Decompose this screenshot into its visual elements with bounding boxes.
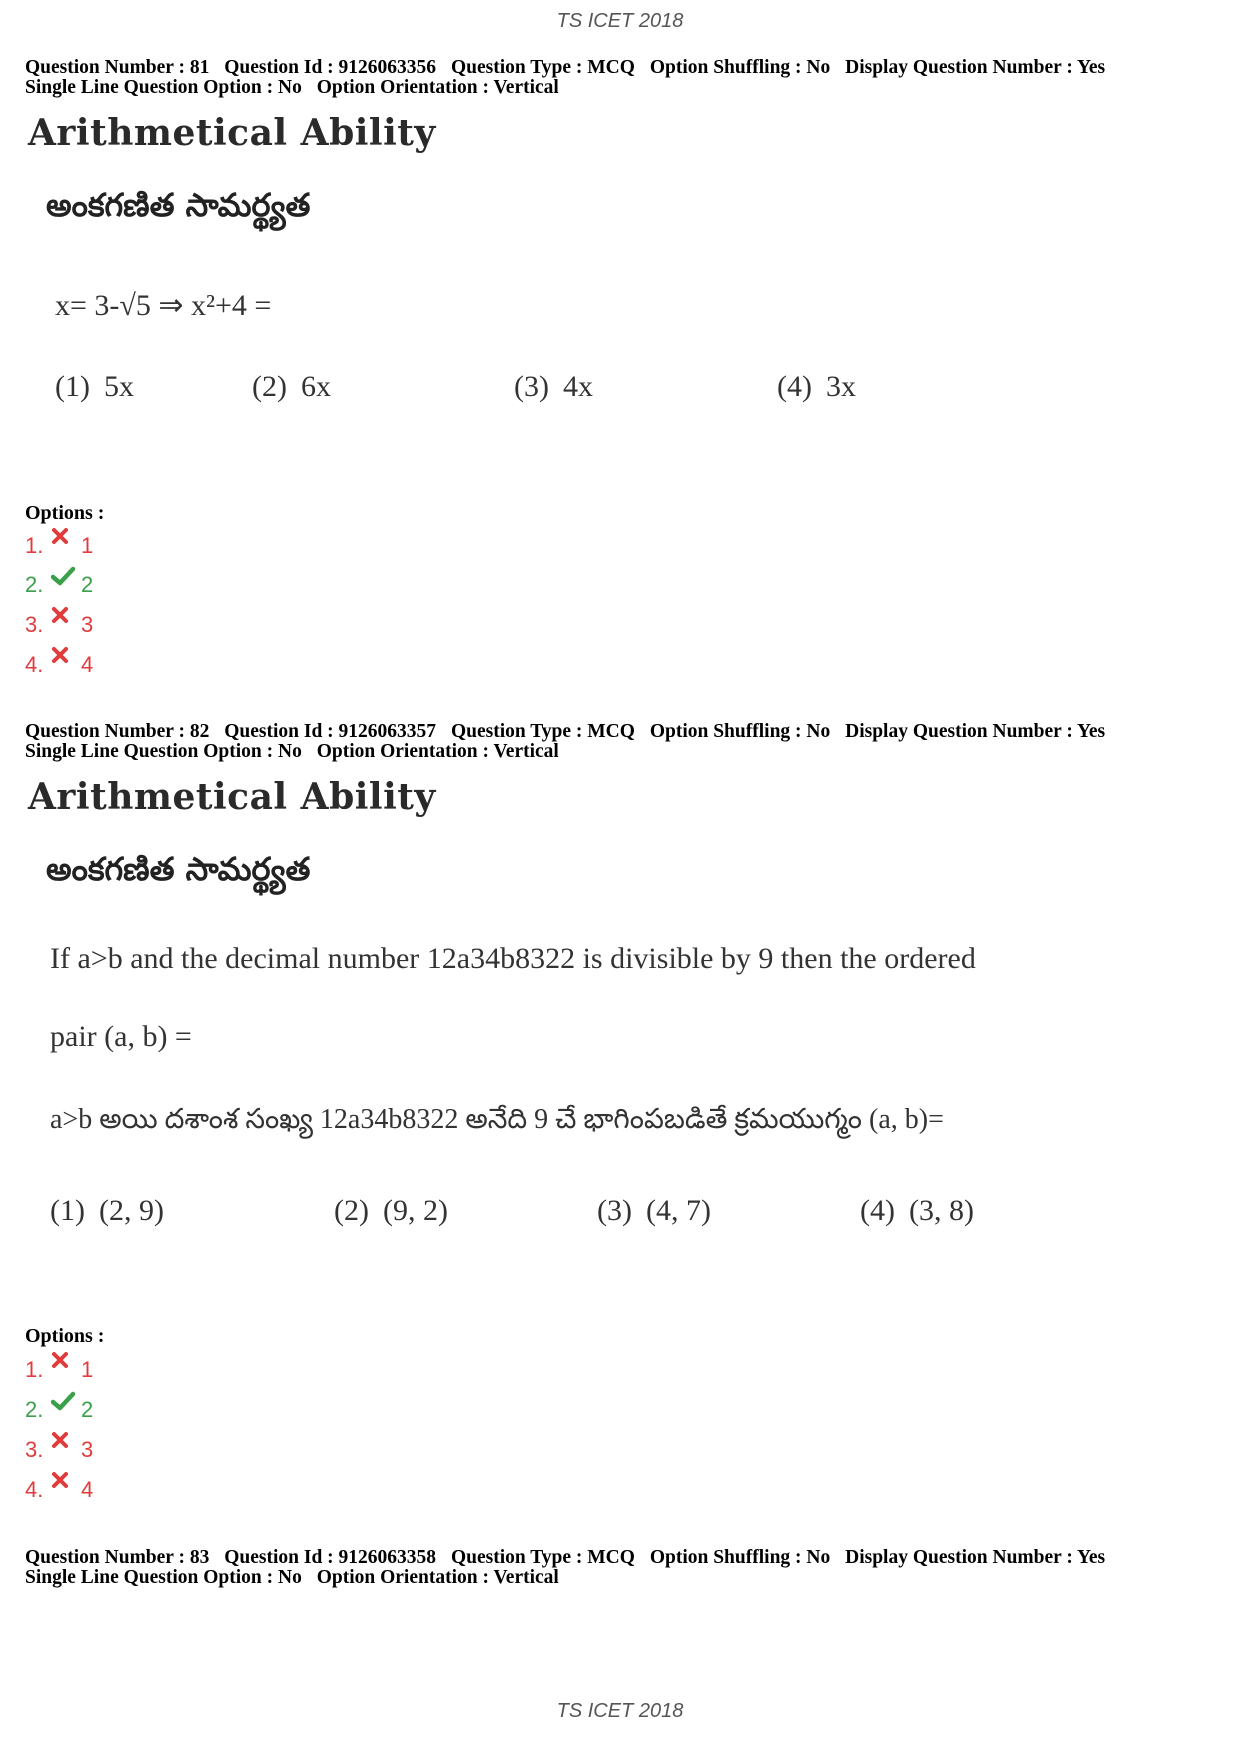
question-id: Question Id : 9126063356 xyxy=(224,57,437,78)
single-line-option: Single Line Question Option : No xyxy=(25,1567,302,1588)
cross-mark-icon xyxy=(51,646,81,664)
question-meta-line-1 xyxy=(25,58,1215,78)
check-mark-icon xyxy=(51,566,81,586)
option-orientation: Option Orientation : Vertical xyxy=(316,1567,559,1588)
question-type: Question Type : MCQ xyxy=(450,721,635,742)
options-label: Options : xyxy=(25,502,105,524)
options-label: Options : xyxy=(25,1325,105,1347)
question-text: x= 3-√5 ⇒ x²+4 = xyxy=(55,289,272,322)
option-number: 1. xyxy=(25,533,44,558)
question-number: Question Number : 81 xyxy=(25,57,210,78)
option-value: 2 xyxy=(81,572,94,597)
option-row-2 xyxy=(25,1397,93,1427)
option-number: 3. xyxy=(25,612,44,637)
choice-number: (4) xyxy=(777,370,812,403)
option-value: 1 xyxy=(81,533,94,558)
option-row-3 xyxy=(25,1437,93,1467)
choice-text: (9, 2) xyxy=(382,1194,448,1227)
subject-title-te: అంకగణిత సామర్థ్యత xyxy=(46,850,311,888)
choice-text: (3, 8) xyxy=(908,1194,974,1227)
display-question-number: Display Question Number : Yes xyxy=(845,57,1106,78)
question-id: Question Id : 9126063358 xyxy=(224,1547,437,1568)
display-question-number: Display Question Number : Yes xyxy=(845,1547,1106,1568)
question-meta-line-1 xyxy=(25,722,1215,742)
question-id: Question Id : 9126063357 xyxy=(224,721,437,742)
question-meta-line-2 xyxy=(25,1568,1215,1588)
page-footer: TS ICET 2018 xyxy=(556,1700,684,1722)
cross-mark-icon xyxy=(51,606,81,624)
question-type: Question Type : MCQ xyxy=(450,1547,635,1568)
choice-text: 5x xyxy=(103,370,134,403)
question-number: Question Number : 82 xyxy=(25,721,210,742)
cross-mark-icon xyxy=(51,1351,81,1369)
choice-number: (2) xyxy=(252,370,287,403)
choice-4 xyxy=(777,370,856,404)
option-row-1 xyxy=(25,1357,93,1387)
check-mark-icon xyxy=(51,1391,81,1411)
option-number: 2. xyxy=(25,1397,44,1422)
single-line-option: Single Line Question Option : No xyxy=(25,741,302,762)
option-number: 3. xyxy=(25,1437,44,1462)
choice-4 xyxy=(860,1194,974,1228)
question-type: Question Type : MCQ xyxy=(450,57,635,78)
option-value: 4 xyxy=(81,652,94,677)
option-value: 1 xyxy=(81,1357,94,1382)
question-meta-line-2 xyxy=(25,78,1215,98)
option-value: 2 xyxy=(81,1397,94,1422)
option-shuffling: Option Shuffling : No xyxy=(649,57,831,78)
choice-number: (2) xyxy=(334,1194,369,1227)
choice-number: (1) xyxy=(55,370,90,403)
question-meta-line-2 xyxy=(25,742,1215,762)
choice-text: (2, 9) xyxy=(98,1194,164,1227)
subject-title-te: అంకగణిత సామర్థ్యత xyxy=(46,186,311,224)
option-row-3 xyxy=(25,612,93,642)
option-number: 4. xyxy=(25,1477,44,1502)
choice-number: (4) xyxy=(860,1194,895,1227)
option-orientation: Option Orientation : Vertical xyxy=(316,741,559,762)
option-shuffling: Option Shuffling : No xyxy=(649,721,831,742)
option-number: 4. xyxy=(25,652,44,677)
cross-mark-icon xyxy=(51,1431,81,1449)
option-shuffling: Option Shuffling : No xyxy=(649,1547,831,1568)
choice-2 xyxy=(252,370,331,404)
question-meta-81 xyxy=(25,58,1215,98)
choice-3 xyxy=(514,370,593,404)
choice-text: 6x xyxy=(300,370,331,403)
question-number: Question Number : 83 xyxy=(25,1547,210,1568)
option-number: 2. xyxy=(25,572,44,597)
choice-number: (1) xyxy=(50,1194,85,1227)
option-row-1 xyxy=(25,533,93,563)
choice-1 xyxy=(55,370,134,404)
cross-mark-icon xyxy=(51,1471,81,1489)
question-text-te: a>b అయి దశాంశ సంఖ్య 12a34b8322 అనేది 9 చే భాగింపబడితే క్రమయుగ్మం (a, b)= xyxy=(50,1104,944,1135)
question-meta-83 xyxy=(25,1548,1215,1588)
choice-number: (3) xyxy=(597,1194,632,1227)
question-meta-line-1 xyxy=(25,1548,1215,1568)
choice-number: (3) xyxy=(514,370,549,403)
choice-1 xyxy=(50,1194,164,1228)
subject-title-en: Arithmetical Ability xyxy=(28,112,436,154)
choice-text: 4x xyxy=(562,370,593,403)
cross-mark-icon xyxy=(51,527,81,545)
single-line-option: Single Line Question Option : No xyxy=(25,77,302,98)
choice-3 xyxy=(597,1194,711,1228)
page-header: TS ICET 2018 xyxy=(556,10,684,32)
option-row-2 xyxy=(25,572,93,602)
display-question-number: Display Question Number : Yes xyxy=(845,721,1106,742)
option-number: 1. xyxy=(25,1357,44,1382)
subject-title-en: Arithmetical Ability xyxy=(28,776,436,818)
option-row-4 xyxy=(25,652,93,682)
option-orientation: Option Orientation : Vertical xyxy=(316,77,559,98)
question-meta-82 xyxy=(25,722,1215,762)
option-value: 3 xyxy=(81,1437,94,1462)
question-text-line-2: pair (a, b) = xyxy=(50,1020,192,1053)
option-value: 3 xyxy=(81,612,94,637)
choice-text: 3x xyxy=(825,370,856,403)
question-text-line-1: If a>b and the decimal number 12a34b8322 is divisible by 9 then the ordered xyxy=(50,942,976,975)
choice-text: (4, 7) xyxy=(645,1194,711,1227)
option-row-4 xyxy=(25,1477,93,1507)
option-value: 4 xyxy=(81,1477,94,1502)
choice-2 xyxy=(334,1194,448,1228)
